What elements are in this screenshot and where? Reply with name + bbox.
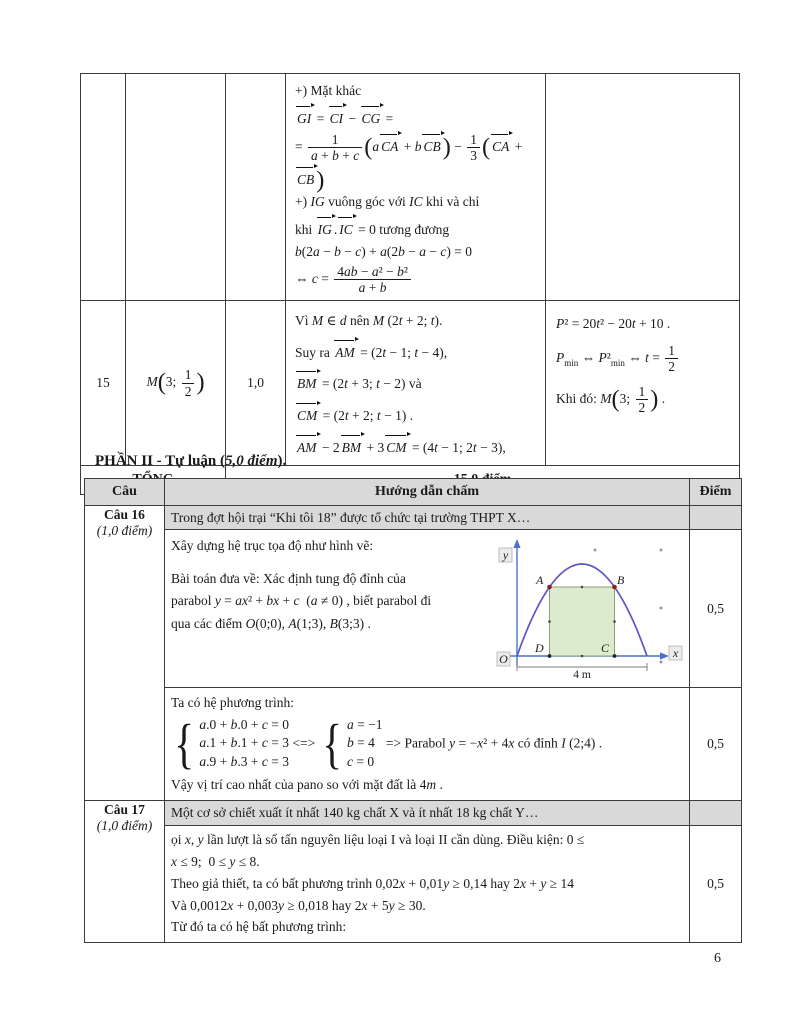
side-work-cell <box>546 74 740 301</box>
question-17-row1 <box>85 825 742 942</box>
col-header-diem: Điểm <box>690 479 742 506</box>
math-lines: +) Mặt khác GI = CI − CG = = $\frac{1}{a + b + c}$ (a CA + b CB) − $\frac{1}{3}$ ( CA + CB) +) IG vuông góc với IC khi và chỉ khi IG . IC = 0 tương đương b(2a − b − c) + a(2b − a − c) = 0 ⇔ c = $\frac{\text{4ab − a² − b²}}{a + b}$ <box>295 82 523 296</box>
y-axis-label: y <box>502 548 509 562</box>
score-value: 0,5 <box>690 688 742 801</box>
question-number-cell <box>81 74 126 301</box>
score-value: 1,0 <box>226 301 286 466</box>
point-a <box>547 585 552 590</box>
answer-formula: M(3; $\frac{1}{2}$ ) <box>126 301 226 466</box>
solution-text: Xây dựng hệ trục tọa độ như hình vẽ: Bài toán đưa về: Xác định tung độ đỉnh của parabol y = ax² + bx + c (a ≠ 0) , biết parabol đi qua các điểm O(0;0), A(1;3), B(3;3) . <box>171 538 432 631</box>
label-b: B <box>617 573 625 587</box>
question-17-label: Câu 17 <box>104 801 145 817</box>
question-16-intro: Trong đợt hội trại “Khi tôi 18” được tổ chức tại trường THPT X… <box>165 506 690 530</box>
question-16-cell <box>85 506 165 801</box>
parabola-figure <box>491 534 683 684</box>
score-cell <box>226 74 286 301</box>
side-work-cell <box>546 301 740 466</box>
score-value: 0,5 <box>690 825 742 942</box>
question-17-points: (1,0 điểm) <box>96 817 153 833</box>
empty-score-cell <box>690 800 742 825</box>
x-axis-label: x <box>672 646 679 660</box>
dimension-label: 4 m <box>573 669 591 680</box>
solution-cell <box>165 825 690 942</box>
table-row <box>81 74 740 301</box>
label-c: C <box>601 641 610 655</box>
label-d: D <box>535 641 544 655</box>
table-row <box>81 301 740 466</box>
col-header-cau: Câu <box>85 479 165 506</box>
score-value: 0,5 <box>690 530 742 688</box>
solution-cell <box>286 74 546 301</box>
page-number: 6 <box>714 951 721 966</box>
question-17-cell <box>85 800 165 942</box>
section-heading-prefix: PHẦN II - Tự luận ( <box>95 453 225 469</box>
solution-cell <box>286 301 546 466</box>
point-c <box>613 654 617 658</box>
part1-answer-table <box>80 73 740 495</box>
y-axis-arrow <box>513 539 520 548</box>
label-a: A <box>536 573 544 587</box>
question-16-intro-row <box>85 506 742 530</box>
solution-cell <box>165 688 690 801</box>
solution-cell <box>165 530 690 688</box>
question-17-intro: Một cơ sở chiết xuất ít nhất 140 kg chất X và ít nhất 18 kg chất Y… <box>165 800 690 825</box>
empty-score-cell <box>690 506 742 530</box>
origin-label: O <box>499 652 508 666</box>
section-heading-suffix: ). <box>277 453 287 469</box>
answer-cell <box>126 74 226 301</box>
question-16-label: Câu 16 <box>104 507 145 522</box>
point-d <box>548 654 552 658</box>
question-number: 15 <box>81 301 126 466</box>
question-17-intro-row <box>85 800 742 825</box>
math-lines: ọi x, y lần lượt là số tấn nguyên liệu loại I và loại II cần dùng. Điều kiện: 0 ≤ x ≤ 9; 0 ≤ y ≤ 8. Theo giả thiết, ta có bất phương trình 0,02x + 0,01y ≥ 0,14 hay 2x + y ≥ 14 Và 0,0012x + 0,003y ≥ 0,018 hay 2x + 5y ≥ 30. Từ đó ta có hệ bất phương trình: <box>171 832 585 935</box>
question-16-points: (1,0 điểm) <box>96 523 153 538</box>
coordinate-figure <box>491 534 683 680</box>
part2-rubric-table <box>84 478 742 943</box>
math-lines: Ta có hệ phương trình: { a.0 + b.0 + c = 0 a.1 + b.1 + c = 3 a.9 + b.3 + c = 3 <=> { a = −1 b = 4 c = 0 => Parabol y = −x² + 4x có đỉnh I (2;4) . Vậy vị trí cao nhất của pano so với mặt đất là 4m . <box>171 695 603 793</box>
question-16-row2 <box>85 688 742 801</box>
section-heading-points: 5,0 điểm <box>225 453 278 469</box>
header-row <box>85 479 742 506</box>
question-16-row1 <box>85 530 742 688</box>
col-header-huongdan: Hướng dẫn chấm <box>165 479 690 506</box>
x-axis-arrow <box>660 652 669 659</box>
math-lines: P² = 20t² − 20t + 10 . $P_{min}$ ⇔ $P^2_{min}$ ⇔ t = $\frac{1}{2}$ Khi đó: M(3; $\frac{1}{2}$ ) . <box>556 314 735 416</box>
math-lines: Vì M ∈ d nên M (2t + 2; t). Suy ra AM = (2t − 1; t − 4), BM = (2t + 3; t − 2) và CM = (2t + 2; t − 1) . AM − 2 BM + 3 CM = (4t − 1; 2t − 3), <box>295 311 541 457</box>
section-heading <box>95 453 286 470</box>
